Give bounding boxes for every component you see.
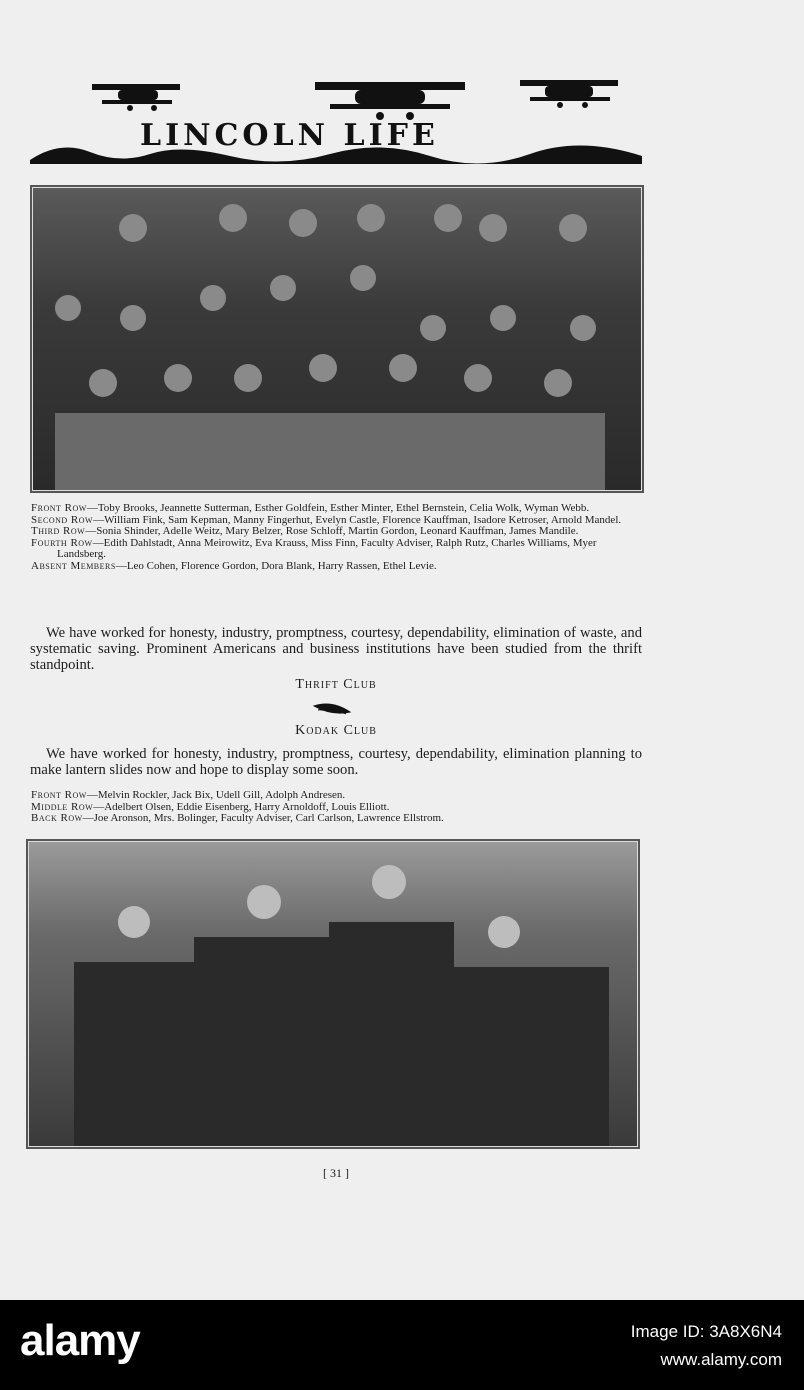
airplane-icon <box>520 80 618 108</box>
page-number: [ 31 ] <box>323 1166 349 1180</box>
thrift-club-title: Thrift Club <box>295 677 377 692</box>
thrift-club-paragraph: We have worked for honesty, industry, promptness, courtesy, dependability, elimination of waste, and systematic saving. Prominent Americans and business institutions have been studied from the thrift standpoint. <box>30 625 642 673</box>
group-photo-figures <box>29 842 637 1146</box>
airplane-icon <box>92 84 180 111</box>
caption-third-row: Third Row—Sonia Shinder, Adelle Weitz, Mary Belzer, Rose Schloff, Martin Gordon, Leonard Kauffman, James Mandile. <box>31 525 579 537</box>
watermark-bar <box>0 1300 804 1390</box>
kodak-club-captions <box>31 790 641 825</box>
kodak-club-paragraph: We have worked for honesty, industry, promptness, courtesy, dependability, elimination planning to make lantern slides now and hope to display some soon. <box>30 746 642 778</box>
caption-middle-row: Middle Row—Adelbert Olsen, Eddie Eisenberg, Harry Arnoldoff, Louis Elliott. <box>31 800 390 813</box>
caption-fourth-row: Fourth Row—Edith Dahlstadt, Anna Meirowitz, Eva Krauss, Miss Finn, Faculty Adviser, Ralph Rutz, Charles Williams, Myer Landsberg. <box>31 536 597 560</box>
airplane-icon <box>315 82 465 120</box>
caption-front-row: Front Row—Melvin Rockler, Jack Bix, Udell Gill, Adolph Andresen. <box>31 789 346 801</box>
alamy-logo: alamy <box>20 1316 140 1365</box>
thrift-club-captions <box>31 503 641 572</box>
ornament-icon <box>312 702 352 716</box>
watermark-url: www.alamy.com <box>660 1350 782 1369</box>
caption-absent-members: Absent Members—Leo Cohen, Florence Gordon, Dora Blank, Harry Rassen, Ethel Levie. <box>31 559 437 572</box>
caption-second-row: Second Row—William Fink, Sam Kepman, Manny Fingerhut, Evelyn Castle, Florence Kauffman, Isadore Ketroser, Arnold Mandel. <box>31 513 622 526</box>
caption-back-row: Back Row—Joe Aronson, Mrs. Bolinger, Faculty Adviser, Carl Carlson, Lawrence Ellstrom. <box>31 812 444 824</box>
group-photo-figures <box>33 188 641 490</box>
kodak-club-title: Kodak Club <box>295 723 377 738</box>
caption-front-row: Front Row—Toby Brooks, Jeannette Sutterman, Esther Goldfein, Esther Minter, Ethel Bernstein, Celia Wolk, Wyman Webb. <box>31 502 590 514</box>
header-title: LINCOLN LIFE <box>140 118 439 153</box>
thrift-club-photo <box>32 187 642 491</box>
kodak-club-photo <box>28 841 638 1147</box>
image-id: Image ID: 3A8X6N4 <box>630 1322 782 1341</box>
